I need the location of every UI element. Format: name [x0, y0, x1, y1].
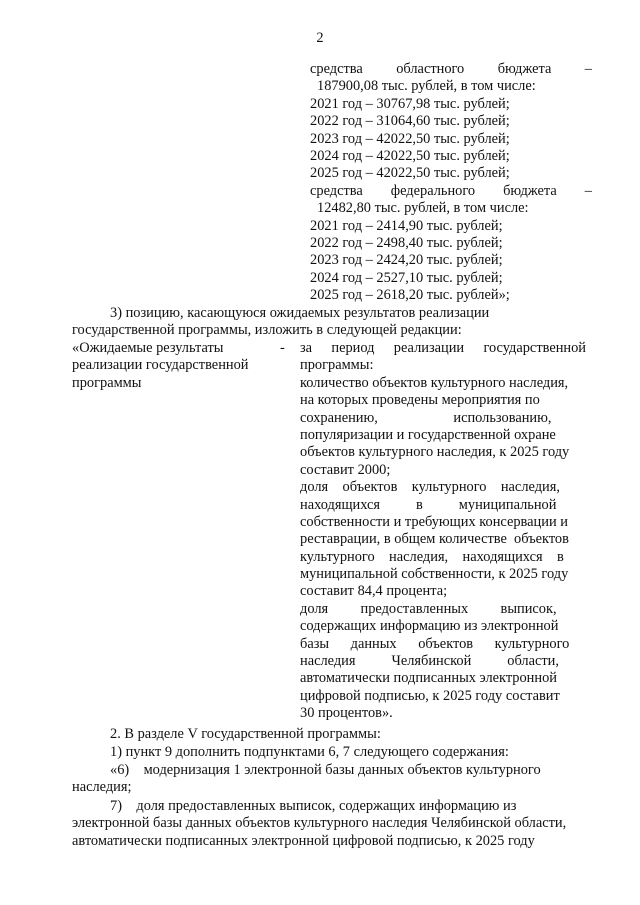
expected-results-line: сохранению, использованию, — [300, 409, 552, 426]
expected-results-line: базы данных объектов культурного — [300, 635, 570, 652]
federal-budget-year-2024: 2024 год – 2527,10 тыс. рублей; — [310, 269, 503, 286]
federal-budget-header-left: средства — [310, 182, 363, 199]
federal-budget-header-right: бюджета — [503, 182, 557, 199]
expected-results-label — [72, 340, 287, 392]
expected-results-line: автоматически подписанных электронной — [300, 670, 557, 687]
budget-section — [310, 61, 592, 304]
point1-paragraph — [72, 744, 586, 761]
federal-budget-year-2023: 2023 год – 2424,20 тыс. рублей; — [310, 252, 503, 269]
regional-budget-year-2022: 2022 год – 31064,60 тыс. рублей; — [310, 113, 510, 130]
expected-results-label-line2: реализации государственной — [72, 357, 249, 374]
federal-budget-total: 12482,80 тыс. рублей, в том числе: — [317, 200, 529, 217]
subpoint6-paragraph — [72, 762, 586, 797]
expected-results-line: содержащих информацию из электронной — [300, 618, 559, 635]
federal-budget-header — [310, 183, 592, 200]
regional-budget-year-2024: 2024 год – 42022,50 тыс. рублей; — [310, 147, 510, 164]
regional-budget-year-2021: 2021 год – 30767,98 тыс. рублей; — [310, 95, 510, 112]
expected-results-line: на которых проведены мероприятия по — [300, 392, 540, 409]
expected-results-line: составит 2000; — [300, 461, 391, 478]
subpoint7-line3: автоматически подписанных электронной цифровой подписью, к 2025 году — [72, 832, 535, 849]
expected-results-label-line1: «Ожидаемые результаты — [72, 340, 224, 356]
regional-budget-header-right: бюджета — [497, 61, 552, 77]
expected-results-line: составит 84,4 процента; — [300, 583, 448, 600]
expected-results-line: популяризации и государственной охране — [300, 426, 556, 443]
section2-heading — [72, 726, 586, 743]
federal-budget-header-mid: федерального — [390, 182, 476, 199]
expected-results-line: находящихся в муниципальной — [300, 496, 557, 513]
expected-results-line: наследия Челябинской области, — [300, 653, 559, 670]
item3-line1: 3) позицию, касающуюся ожидаемых результатов реализации — [110, 305, 490, 321]
subpoint7-line2: электронной базы данных объектов культурного наследия Челябинской области, — [72, 815, 567, 832]
expected-results-line: доля предоставленных выписок, — [300, 600, 557, 617]
expected-results-line: реставрации, в общем количестве объектов — [300, 531, 569, 548]
subpoint7-paragraph — [72, 798, 586, 850]
expected-results-line: собственности и требующих консервации и — [300, 513, 568, 530]
regional-budget-header — [310, 61, 592, 78]
item3-paragraph — [72, 305, 586, 340]
page-number: 2 — [316, 30, 324, 46]
federal-budget-year-2025: 2025 год – 2618,20 тыс. рублей»; — [310, 287, 510, 304]
federal-budget-header-dash: – — [584, 182, 592, 199]
expected-results-label-line3: программы — [72, 374, 142, 391]
point1-text: 1) пункт 9 дополнить подпунктами 6, 7 следующего содержания: — [110, 744, 509, 760]
subpoint6-line1: «6) модернизация 1 электронной базы данных объектов культурного — [110, 762, 541, 778]
subpoint6-line2: наследия; — [72, 779, 132, 796]
expected-results-text — [300, 340, 586, 723]
expected-results-line: цифровой подписью, к 2025 году составит — [300, 687, 560, 704]
regional-budget-year-2023: 2023 год – 42022,50 тыс. рублей; — [310, 130, 510, 147]
regional-budget-header-mid: областного — [396, 61, 465, 77]
expected-results-line: количество объектов культурного наследия, — [300, 374, 569, 391]
regional-budget-year-2025: 2025 год – 42022,50 тыс. рублей; — [310, 165, 510, 182]
expected-results-line: муниципальной собственности, к 2025 году — [300, 566, 569, 583]
expected-results-line: программы: — [300, 357, 374, 374]
expected-results-line: культурного наследия, находящихся в — [300, 548, 564, 565]
expected-results-line: 30 процентов». — [300, 705, 393, 722]
expected-results-line: за период реализации государственной — [300, 340, 586, 356]
regional-budget-header-left: средства — [310, 61, 363, 77]
table-dash: - — [280, 340, 285, 356]
subpoint7-line1: 7) доля предоставленных выписок, содержащих информацию из — [110, 798, 517, 814]
section2-text: 2. В разделе V государственной программы: — [110, 726, 381, 742]
item3-line2: государственной программы, изложить в следующей редакции: — [72, 322, 462, 339]
federal-budget-year-2022: 2022 год – 2498,40 тыс. рублей; — [310, 234, 503, 251]
regional-budget-header-dash: – — [584, 61, 592, 77]
expected-results-line: объектов культурного наследия, к 2025 году — [300, 444, 570, 461]
federal-budget-year-2021: 2021 год – 2414,90 тыс. рублей; — [310, 217, 503, 234]
regional-budget-total: 187900,08 тыс. рублей, в том числе: — [317, 78, 536, 95]
expected-results-line: доля объектов культурного наследия, — [300, 479, 560, 496]
